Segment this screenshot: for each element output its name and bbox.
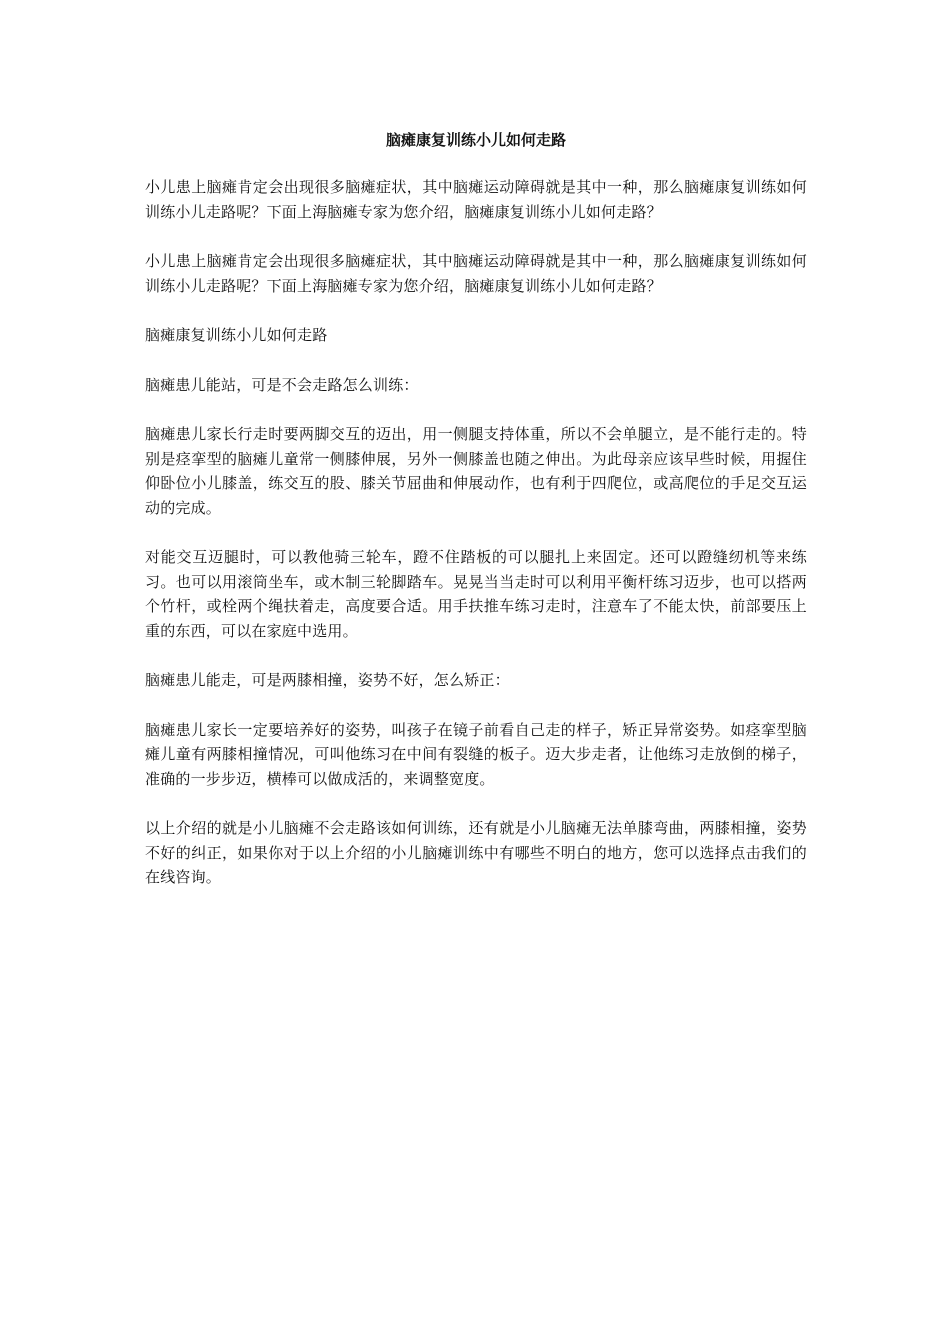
paragraph-posture-correction: 脑瘫患儿家长一定要培养好的姿势，叫孩子在镜子前看自己走的样子，矫正异常姿势。如痉挛型脑瘫儿童有两膝相撞情况，可叫他练习在中间有裂缝的板子。迈大步走者，让他练习走放倒的梯子，准确的一步步迈，横棒可以做成活的，来调整宽度。	[145, 720, 807, 788]
subheading-standing: 脑瘫患儿能站，可是不会走路怎么训练：	[145, 375, 419, 394]
subheading-knee-posture: 脑瘫患儿能走，可是两膝相撞，姿势不好，怎么矫正：	[145, 671, 510, 689]
intro-paragraph: 小儿患上脑瘫肯定会出现很多脑瘫症状，其中脑瘫运动障碍就是其中一种，那么脑瘫康复训练如何训练小儿走路呢？下面上海脑瘫专家为您介绍，脑瘫康复训练小儿如何走路？	[145, 178, 807, 221]
intro-paragraph-repeat: 小儿患上脑瘫肯定会出现很多脑瘫症状，其中脑瘫运动障碍就是其中一种，那么脑瘫康复训练如何训练小儿走路呢？下面上海脑瘫专家为您介绍，脑瘫康复训练小儿如何走路？	[145, 252, 807, 295]
section-heading: 脑瘫康复训练小儿如何走路	[145, 326, 328, 344]
document-title: 脑瘫康复训练小儿如何走路	[385, 131, 566, 149]
closing-paragraph: 以上介绍的就是小儿脑瘫不会走路该如何训练，还有就是小儿脑瘫无法单膝弯曲，两膝相撞，姿势不好的纠正，如果你对于以上介绍的小儿脑瘫训练中有哪些不明白的地方，您可以选择点击我们的在线咨询。	[145, 819, 807, 886]
document-body	[145, 127, 807, 915]
paragraph-alternating-steps: 脑瘫患儿家长行走时要两脚交互的迈出，用一侧腿支持体重，所以不会单腿立，是不能行走的。特别是痉挛型的脑瘫儿童常一侧膝伸展，另外一侧膝盖也随之伸出。为此母亲应该早些时候，用握住仰卧位小儿膝盖，练交互的股、膝关节屈曲和伸展动作，也有利于四爬位，或高爬位的手足交互运动的完成。	[145, 425, 807, 517]
paragraph-tricycle-training: 对能交互迈腿时，可以教他骑三轮车，蹬不住踏板的可以腿扎上来固定。还可以蹬缝纫机等来练习。也可以用滚筒坐车，或木制三轮脚踏车。晃晃当当走时可以利用平衡杆练习迈步，也可以搭两个竹杆，或栓两个绳扶着走，高度要合适。用手扶推车练习走时，注意车了不能太快，前部要压上重的东西，可以在家庭中选用。	[145, 548, 807, 640]
